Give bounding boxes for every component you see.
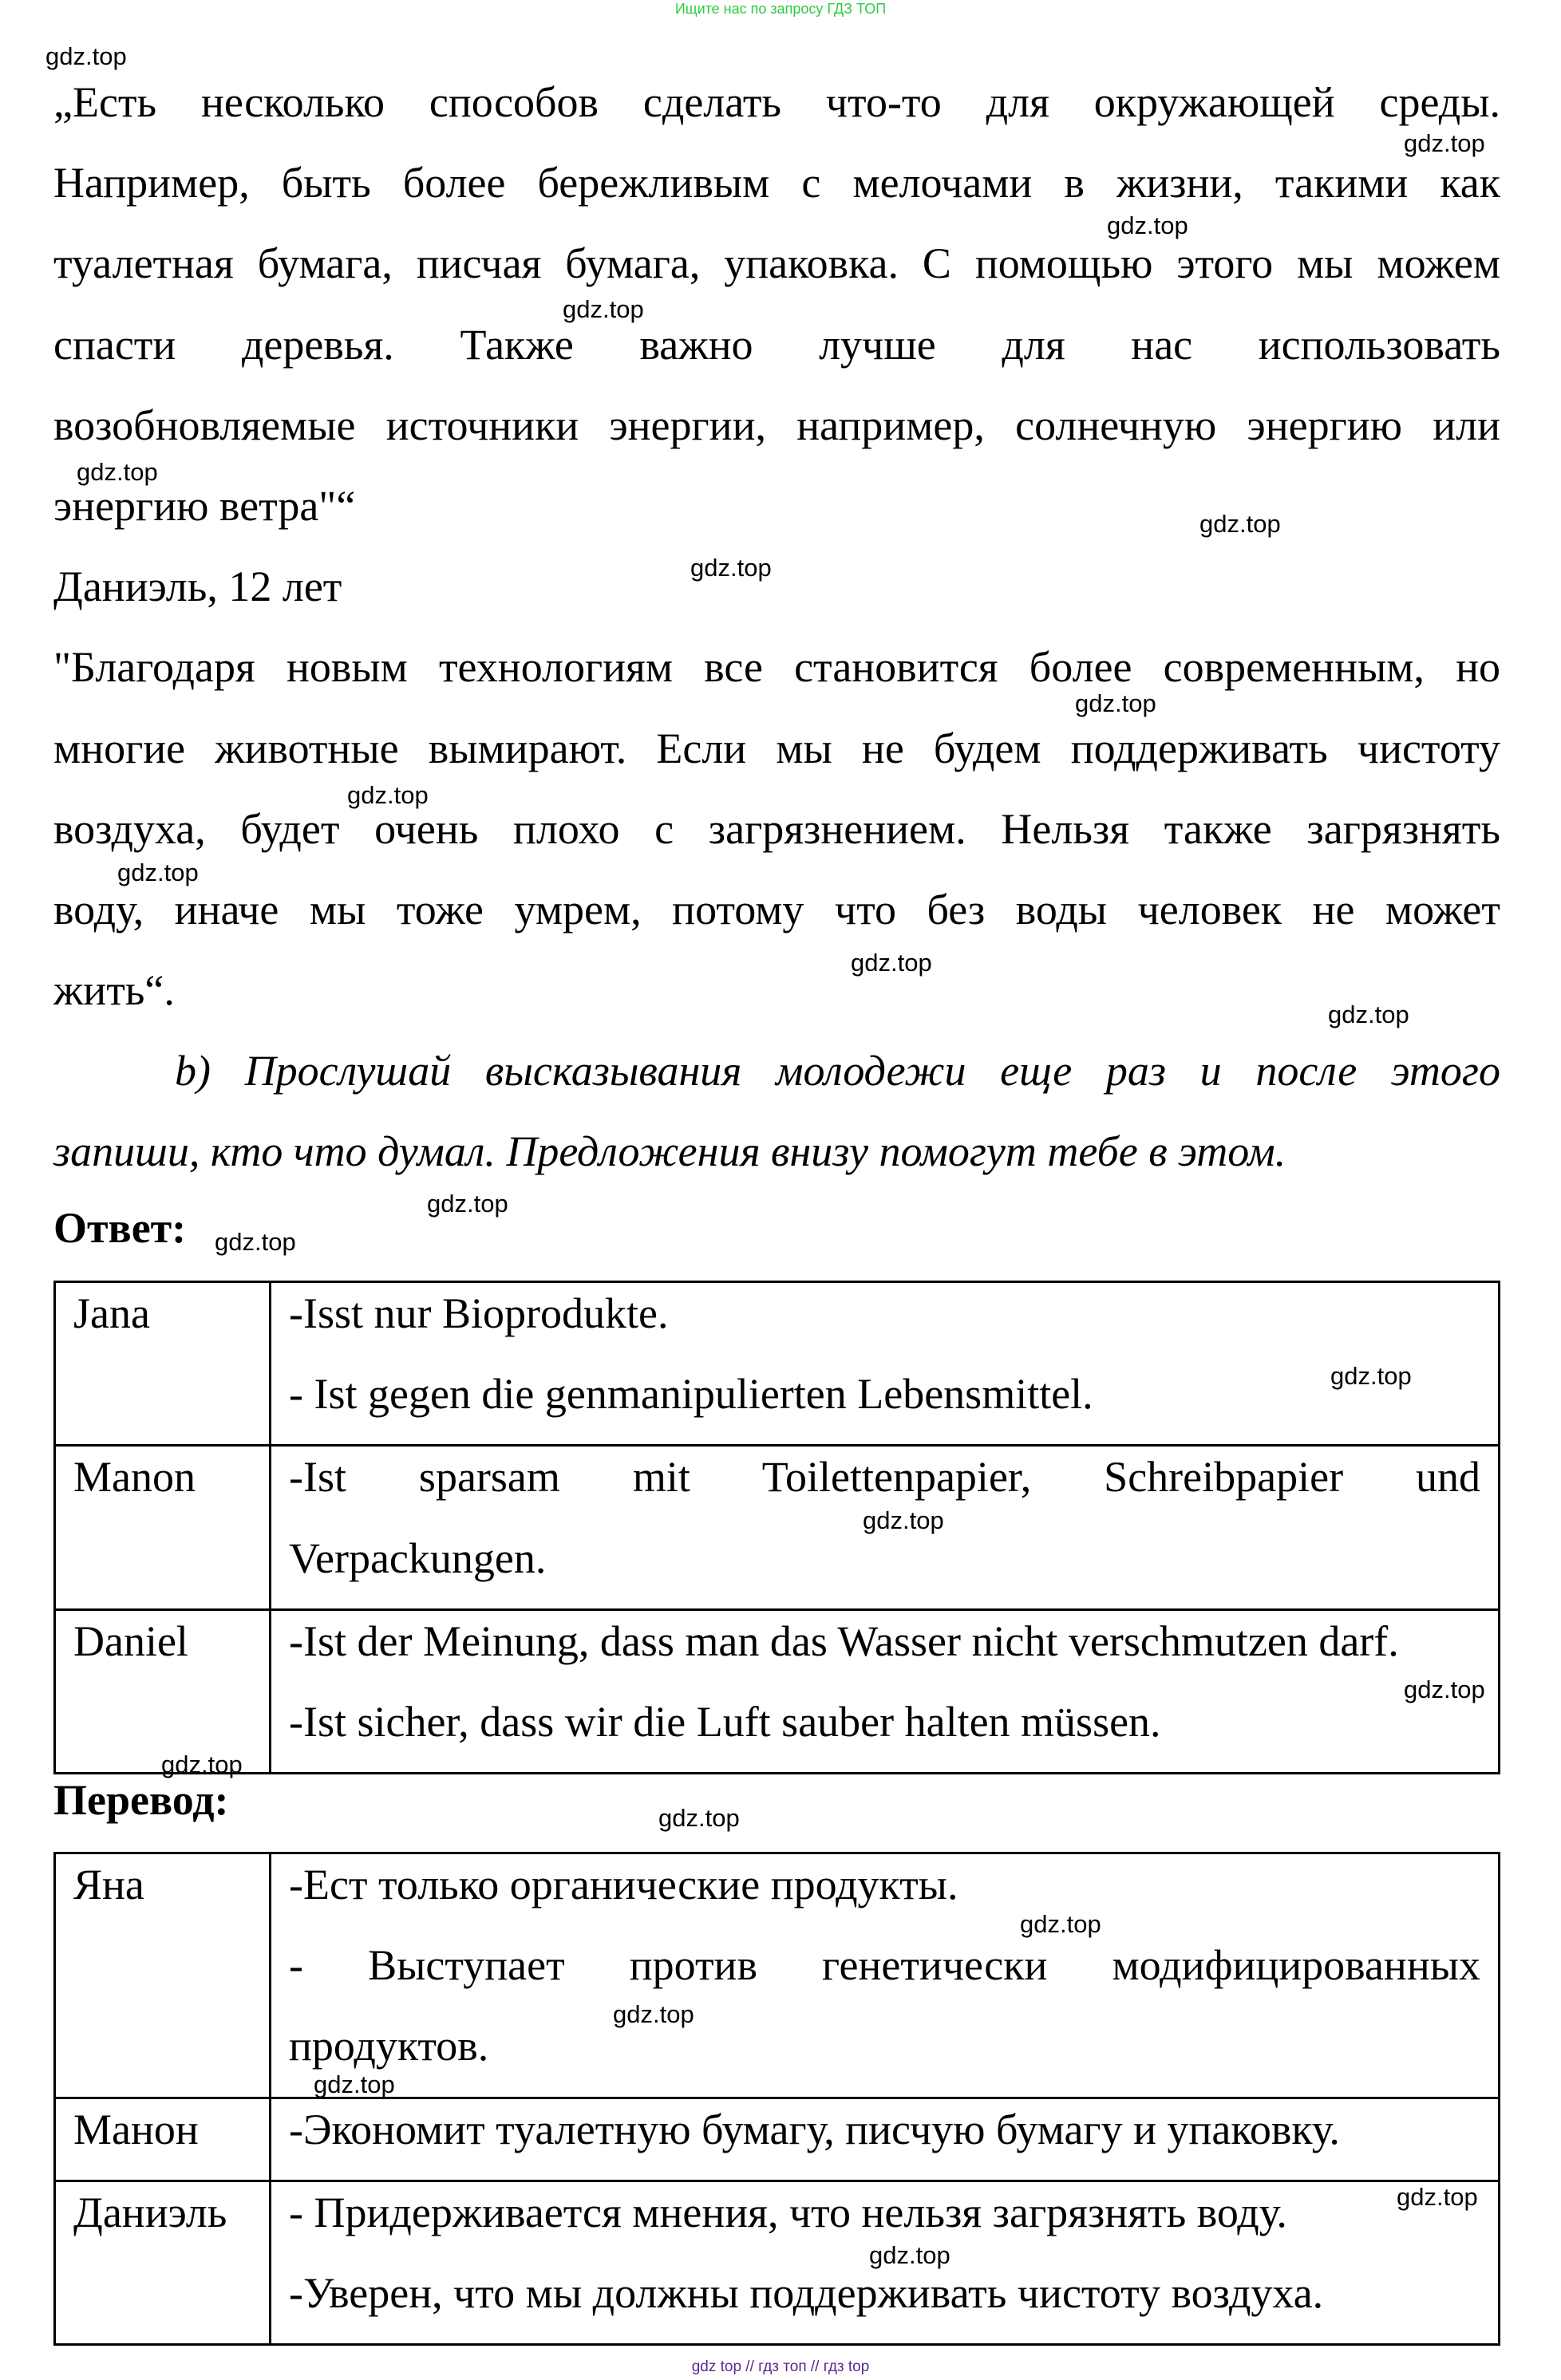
cell-line: -Ist der Meinung, dass man das Wasser nicht verschmutzen darf. bbox=[289, 1616, 1399, 1665]
table-row bbox=[55, 1282, 1500, 1446]
cell-line: - Ist gegen die genmanipulierten Lebensmittel. bbox=[289, 1370, 1093, 1419]
watermark: gdz.top bbox=[1107, 211, 1188, 239]
cell-line: -Isst nur Bioprodukte. bbox=[289, 1289, 669, 1337]
footer-banner: gdz top // гдз топ // гдз top bbox=[691, 2358, 870, 2375]
task-line: запиши, кто что думал. Предложения внизу помогут тебе в этом. bbox=[53, 1127, 1286, 1176]
text-line: многие животные вымирают. Если мы не будем поддерживать чистоту bbox=[53, 724, 1500, 772]
name-cell: Даниэль bbox=[73, 2188, 227, 2236]
watermark: gdz.top bbox=[563, 295, 644, 323]
watermark: gdz.top bbox=[690, 554, 772, 582]
watermark: gdz.top bbox=[1199, 510, 1281, 538]
cell-line: -Ist sparsam mit Toilettenpapier, Schreibpapier und bbox=[289, 1453, 1480, 1502]
watermark: gdz.top bbox=[1075, 689, 1156, 717]
text-line: воздуха, будет очень плохо с загрязнением. Нельзя также загрязнять bbox=[53, 804, 1500, 853]
watermark: gdz.top bbox=[869, 2241, 950, 2269]
text-line: туалетная бумага, писчая бумага, упаковка. С помощью этого мы можем bbox=[53, 239, 1500, 288]
name-cell: Daniel bbox=[73, 1616, 188, 1665]
text-line: возобновляемые источники энергии, например, солнечную энергию или bbox=[53, 401, 1500, 449]
name-cell: Яна bbox=[73, 1861, 144, 1908]
cell-line: -Ist sicher, dass wir die Luft sauber halten müssen. bbox=[289, 1697, 1161, 1746]
text-line: спасти деревья. Также важно лучше для нас использовать bbox=[53, 320, 1500, 369]
watermark: gdz.top bbox=[215, 1228, 296, 1256]
text-line: энергию ветра"“ bbox=[53, 481, 356, 530]
watermark: gdz.top bbox=[1328, 1001, 1409, 1028]
answer-table bbox=[53, 1281, 1500, 1774]
watermark: gdz.top bbox=[658, 1804, 740, 1832]
name-cell: Manon bbox=[73, 1453, 196, 1502]
cell-line: - Выступает против генетически модифицированных bbox=[289, 1941, 1480, 1990]
text-line: „Есть несколько способов сделать что-то для окружающей среды. bbox=[53, 78, 1500, 126]
watermark: gdz.top bbox=[77, 458, 158, 486]
watermark: gdz.top bbox=[1397, 2183, 1478, 2211]
text-line: воду, иначе мы тоже умрем, потому что без воды человек не может bbox=[53, 885, 1500, 933]
watermark: gdz.top bbox=[863, 1506, 944, 1534]
watermark: gdz.top bbox=[161, 1750, 243, 1778]
watermark: gdz.top bbox=[1020, 1910, 1101, 1938]
watermark: gdz.top bbox=[1404, 129, 1485, 157]
author-line: Даниэль, 12 лет bbox=[53, 562, 342, 611]
table-row bbox=[55, 1853, 1500, 2098]
watermark: gdz.top bbox=[851, 949, 932, 977]
text-line: "Благодаря новым технологиям все становится более современным, но bbox=[53, 643, 1500, 692]
text-line: жить“. bbox=[53, 966, 175, 1015]
name-cell: Манон bbox=[73, 2105, 199, 2153]
task-line: b) Прослушай высказывания молодежи еще раз и после этого bbox=[175, 1047, 1500, 1095]
translation-table bbox=[53, 1852, 1500, 2346]
cell-line: -Экономит туалетную бумагу, писчую бумагу и упаковку. bbox=[289, 2105, 1340, 2153]
watermark: gdz.top bbox=[1404, 1675, 1485, 1703]
watermark: gdz.top bbox=[613, 2000, 694, 2028]
cell-line: Verpackungen. bbox=[289, 1533, 547, 1582]
table-row bbox=[55, 1446, 1500, 1609]
watermark: gdz.top bbox=[314, 2070, 395, 2098]
text-line: Например, быть более бережливым с мелочами в жизни, такими как bbox=[53, 159, 1500, 207]
table-row bbox=[55, 2181, 1500, 2344]
table-row bbox=[55, 2098, 1500, 2181]
translation-heading: Перевод: bbox=[53, 1776, 229, 1824]
cell-line: - Придерживается мнения, что нельзя загрязнять воду. bbox=[289, 2188, 1287, 2236]
name-cell: Jana bbox=[73, 1289, 150, 1337]
watermark: gdz.top bbox=[427, 1190, 508, 1218]
watermark: gdz.top bbox=[1330, 1362, 1412, 1390]
watermark: gdz.top bbox=[45, 42, 127, 70]
answer-heading: Ответ: bbox=[53, 1204, 187, 1252]
body-text bbox=[53, 62, 1500, 1193]
cell-line: -Ест только органические продукты. bbox=[289, 1861, 958, 1908]
watermark: gdz.top bbox=[347, 781, 429, 809]
watermark: gdz.top bbox=[117, 858, 199, 886]
cell-line: -Уверен, что мы должны поддерживать чистоту воздуха. bbox=[289, 2268, 1324, 2317]
cell-line: продуктов. bbox=[289, 2022, 489, 2070]
table-row bbox=[55, 1609, 1500, 1773]
header-banner: Ищите нас по запросу ГДЗ ТОП bbox=[674, 1, 887, 17]
